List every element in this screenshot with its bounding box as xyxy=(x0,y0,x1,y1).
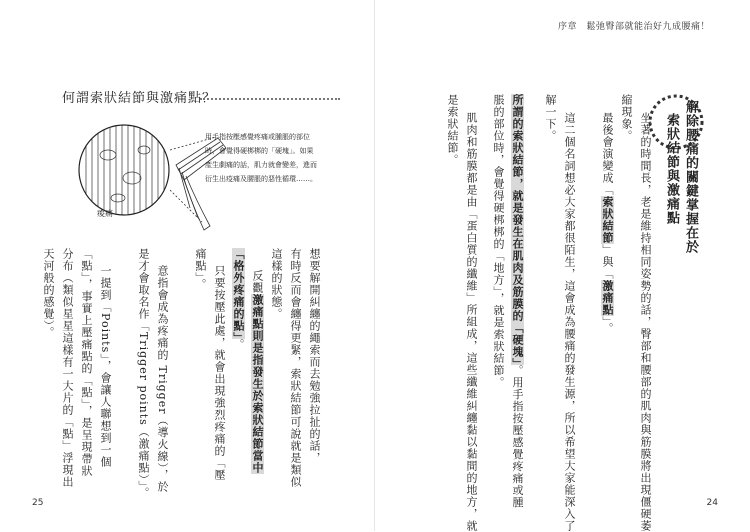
right-col-2: 縮現象。 xyxy=(620,94,633,142)
right-col-4: 這二個名詞想必大家都很陌生，這會成為腰痛的發生源，所以希望大家能深入了 xyxy=(563,112,576,532)
extra-pain-point-highlight: 「格外疼痛的點」 xyxy=(232,248,245,339)
section-title-line-2: 索狀結節與激痛點 xyxy=(664,113,679,225)
trigger-point-highlight: 激痛點則是指發生於索狀結節當中 xyxy=(251,294,264,474)
illustration-caption: 用手指按壓感覺疼痛或腫脹的部位時，會覺得硬梆梆的「硬塊」。如果產生劇痛的話，肌力就會變差，進而衍生出疫痛及腰脹的惡性循環……。 xyxy=(205,133,317,183)
pain-label: 痠痛 xyxy=(97,209,113,218)
left-col-5: 「格外疼痛的點」。 xyxy=(232,248,245,351)
left-page xyxy=(0,0,375,531)
left-col-12: 分布（類似星星這樣有一大片的「點」浮現出 xyxy=(61,248,74,488)
left-col-6: 只要按壓此處，就會出現強烈疼痛的「壓 xyxy=(213,265,226,481)
left-col-9: 是才會取名作「Trigger points（激痛點）」。 xyxy=(137,248,150,499)
left-col-3: 這樣的狀態。 xyxy=(270,248,283,320)
left-col-8: 意指會成為疼痛的 Trigger（導火線），於 xyxy=(156,265,169,493)
page-number-left: 25 xyxy=(32,498,44,508)
section-title-line-1: 解除腰痛的關鍵掌握在於 xyxy=(683,100,698,254)
title-dotted-rule xyxy=(200,98,340,100)
running-head: 序章 鬆弛臀部就能治好九成腰痛！ xyxy=(557,22,710,32)
right-col-9: 是索狀結節。 xyxy=(446,94,459,166)
cord-nodule-definition-highlight: 所謂的索狀結節，就是發生在肌肉及筋膜的「硬塊」 xyxy=(511,94,524,365)
right-col-1: 坐著的時間長，老是維持相同姿勢的話，臀部和腰部的肌肉與筋膜將出現僵硬萎 xyxy=(639,112,652,532)
left-col-11: 「點」，事實上壓痛點的「點」，是呈現帶狀 xyxy=(80,248,93,477)
left-col-4: 反觀激痛點則是指發生於索狀結節當中 xyxy=(251,270,264,474)
question-title: 何謂索狀結節與激痛點？ xyxy=(62,91,217,106)
page-number-right: 24 xyxy=(706,498,718,508)
right-col-3: 最後會演變成「索狀結節」與「激痛點」。 xyxy=(601,112,614,335)
right-col-8: 肌肉和筋膜都是由「蛋白質的纖維」所組成，這些纖維糾纏黏以黏間的地方，就 xyxy=(465,112,478,532)
trigger-point-term-highlight: 激痛點 xyxy=(601,280,614,316)
right-col-6: 所謂的索狀結節，就是發生在肌肉及筋膜的「硬塊」。用手指按壓感覺疼痛或腫 xyxy=(511,94,524,509)
left-col-13: 天河般的感覺）。 xyxy=(42,248,55,339)
right-col-5: 解一下。 xyxy=(544,94,557,142)
right-col-7: 脹的部位時，會覺得硬梆梆的「地方」，就是索狀結節。 xyxy=(492,94,505,389)
cord-nodule-highlight: 索狀結節 xyxy=(601,196,614,244)
left-col-2: 有時反而會纏得更緊，索狀結節可說就是類似 xyxy=(289,248,302,488)
left-col-10: 一提到「Points」，會讓人聯想到一個 xyxy=(99,265,112,468)
left-col-7: 痛點」。 xyxy=(194,248,207,291)
left-col-1: 想要解開糾纏的繩索而去勉強拉扯的話， xyxy=(308,248,321,464)
